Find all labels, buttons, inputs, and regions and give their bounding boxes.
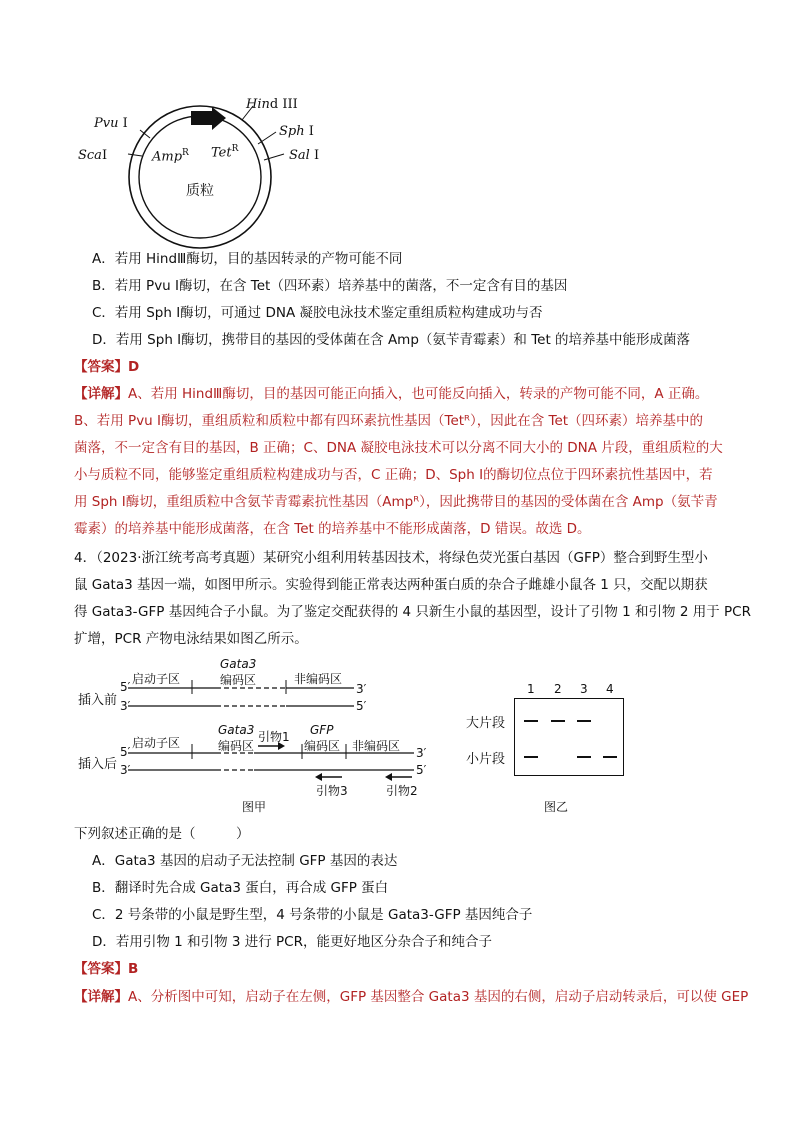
plasmid-center-label: 质粒 [186, 183, 214, 199]
q3-option-b: B．若用 Pvu Ⅰ酶切，在含 Tet（四环素）培养基中的菌落，不一定含有目的基因 [92, 278, 568, 294]
q3-option-c: C．若用 Sph Ⅰ酶切，可通过 DNA 凝胶电泳技术鉴定重组质粒构建成功与否 [92, 305, 543, 321]
sal-label: Sal I [289, 148, 320, 163]
band-big-lane1 [524, 720, 538, 722]
five-prime-after-bottom: 5′ [416, 763, 427, 777]
q3-answer [74, 358, 734, 376]
amp-label: Amp$^R$ [152, 148, 189, 165]
q4-option-b: B．翻译时先合成 Gata3 蛋白，再合成 GFP 蛋白 [92, 880, 389, 896]
figure-b [460, 680, 660, 820]
small-fragment-label: 小片段 [466, 752, 506, 767]
q4-option-c: C．2 号条带的小鼠是野生型，4 号条带的小鼠是 Gata3-GFP 基因纯合子 [92, 907, 533, 923]
tet-label: Tet$^R$ [211, 144, 239, 161]
q4-detail-label: 【详解】 [74, 989, 128, 1005]
q3-detail-line-1: 【详解】A、若用 HindⅢ酶切，目的基因可能正向插入，也可能反向插入，转录的产物可能不同，A 正确。 [74, 386, 709, 402]
band-small-lane3 [577, 756, 591, 758]
five-prime-before-top: 5′ [120, 680, 131, 694]
three-prime-after-bottom: 3′ [120, 763, 131, 777]
promoter-label-after: 启动子区 [132, 736, 181, 750]
band-small-lane1 [524, 756, 538, 758]
figure-a-caption: 图甲 [242, 800, 267, 814]
lane-label-2: 2 [554, 682, 562, 696]
gfp-label: GFP [310, 723, 334, 737]
figure-b-caption: 图乙 [544, 800, 569, 814]
q3-detail-line-6: 霉素）的培养基中能形成菌落，在含 Tet 的培养基中不能形成菌落，D 错误。故选 D。 [74, 521, 591, 537]
promoter-arrow-icon [191, 107, 226, 130]
q4-question: 下列叙述正确的是（ ） [74, 826, 250, 842]
q3-detail-line-3: 菌落，不一定含有目的基因，B 正确；C、DNA 凝胶电泳技术可以分离不同大小的 DNA 片段，重组质粒的大 [74, 440, 723, 456]
q4-stem-line-4: 扩增，PCR 产物电泳结果如图乙所示。 [74, 631, 308, 647]
big-fragment-label: 大片段 [466, 716, 506, 731]
coding-label-before: 编码区 [220, 673, 257, 687]
q4-answer [74, 960, 734, 978]
q3-answer-label: 【答案】 [74, 359, 128, 375]
q3-detail-line-5: 用 Sph Ⅰ酶切，重组质粒中含氨苄青霉素抗性基因（Ampᴿ），因此携带目的基因的受体菌在含 Amp（氨苄青 [74, 494, 718, 510]
band-big-lane2 [551, 720, 565, 722]
q3-option-a: A．若用 HindⅢ酶切，目的基因转录的产物可能不同 [92, 251, 403, 267]
q4-option-a: A．Gata3 基因的启动子无法控制 GFP 基因的表达 [92, 853, 398, 869]
gata3-label-before: Gata3 [220, 657, 257, 671]
q3-option-d: D．若用 Sph Ⅰ酶切，携带目的基因的受体菌在含 Amp（氨苄青霉素）和 Tet 的培养基中能形成菌落 [92, 332, 691, 348]
figure-a [74, 656, 444, 816]
q4-stem-line-1: 4．（2023·浙江统考高考真题）某研究小组利用转基因技术，将绿色荧光蛋白基因（GFP）整合到野生型小 [74, 550, 708, 566]
plasmid-figure [70, 92, 330, 262]
q4-answer-value: B [128, 961, 139, 977]
noncoding-label-after: 非编码区 [352, 739, 401, 753]
sca-label: ScaI [78, 148, 108, 163]
band-big-lane3 [577, 720, 591, 722]
hind-label: Hind III [246, 97, 298, 112]
three-prime-before-bottom: 3′ [120, 699, 131, 713]
q3-detail-line-2: B、若用 Pvu Ⅰ酶切，重组质粒和质粒中都有四环素抗性基因（Tetᴿ），因此在含 Tet（四环素）培养基中的 [74, 413, 704, 429]
primer1-label: 引物1 [258, 730, 290, 744]
three-prime-after-top: 3′ [416, 746, 427, 760]
primer2-label: 引物2 [386, 784, 418, 798]
plasmid-inner-ring [139, 116, 261, 238]
plasmid-outer-ring [129, 106, 271, 248]
five-prime-after-top: 5′ [120, 745, 131, 759]
q3-answer-value: D [128, 359, 140, 375]
q4-answer-label: 【答案】 [74, 961, 128, 977]
before-label: 插入前 [78, 693, 118, 708]
after-label: 插入后 [78, 757, 118, 772]
sph-site-line [258, 132, 276, 144]
gata3-label-after: Gata3 [218, 723, 255, 737]
band-small-lane4 [603, 756, 617, 758]
lane-label-1: 1 [527, 682, 535, 696]
sca-site-line [128, 154, 142, 156]
gel-box [514, 698, 624, 776]
promoter-label-before: 启动子区 [132, 672, 181, 686]
q3-detail-label: 【详解】 [74, 386, 128, 402]
q4-stem-line-3: 得 Gata3-GFP 基因纯合子小鼠。为了鉴定交配获得的 4 只新生小鼠的基因型，设计了引物 1 和引物 2 用于 PCR [74, 604, 751, 620]
q4-detail-line-1: 【详解】A、分析图中可知，启动子在左侧，GFP 基因整合 Gata3 基因的右侧，启动子启动转录后，可以使 GEP [74, 989, 749, 1005]
gfp-coding-label: 编码区 [304, 739, 341, 753]
three-prime-before-top: 3′ [356, 682, 367, 696]
primer3-label: 引物3 [316, 784, 348, 798]
sph-label: Sph I [279, 124, 314, 139]
lane-label-3: 3 [580, 682, 588, 696]
q3-detail-line-4: 小与质粒不同，能够鉴定重组质粒构建成功与否，C 正确；D、Sph Ⅰ的酶切位点位于四环素抗性基因中，若 [74, 467, 713, 483]
lane-label-4: 4 [606, 682, 614, 696]
pvu-label: Pvu I [94, 116, 128, 131]
five-prime-before-bottom: 5′ [356, 699, 367, 713]
noncoding-label-before: 非编码区 [294, 672, 343, 686]
q4-stem-line-2: 鼠 Gata3 基因一端，如图甲所示。实验得到能正常表达两种蛋白质的杂合子雌雄小鼠各 1 只，交配以期获 [74, 577, 708, 593]
coding-label-after: 编码区 [218, 739, 255, 753]
q4-option-d: D．若用引物 1 和引物 3 进行 PCR，能更好地区分杂合子和纯合子 [92, 934, 492, 950]
